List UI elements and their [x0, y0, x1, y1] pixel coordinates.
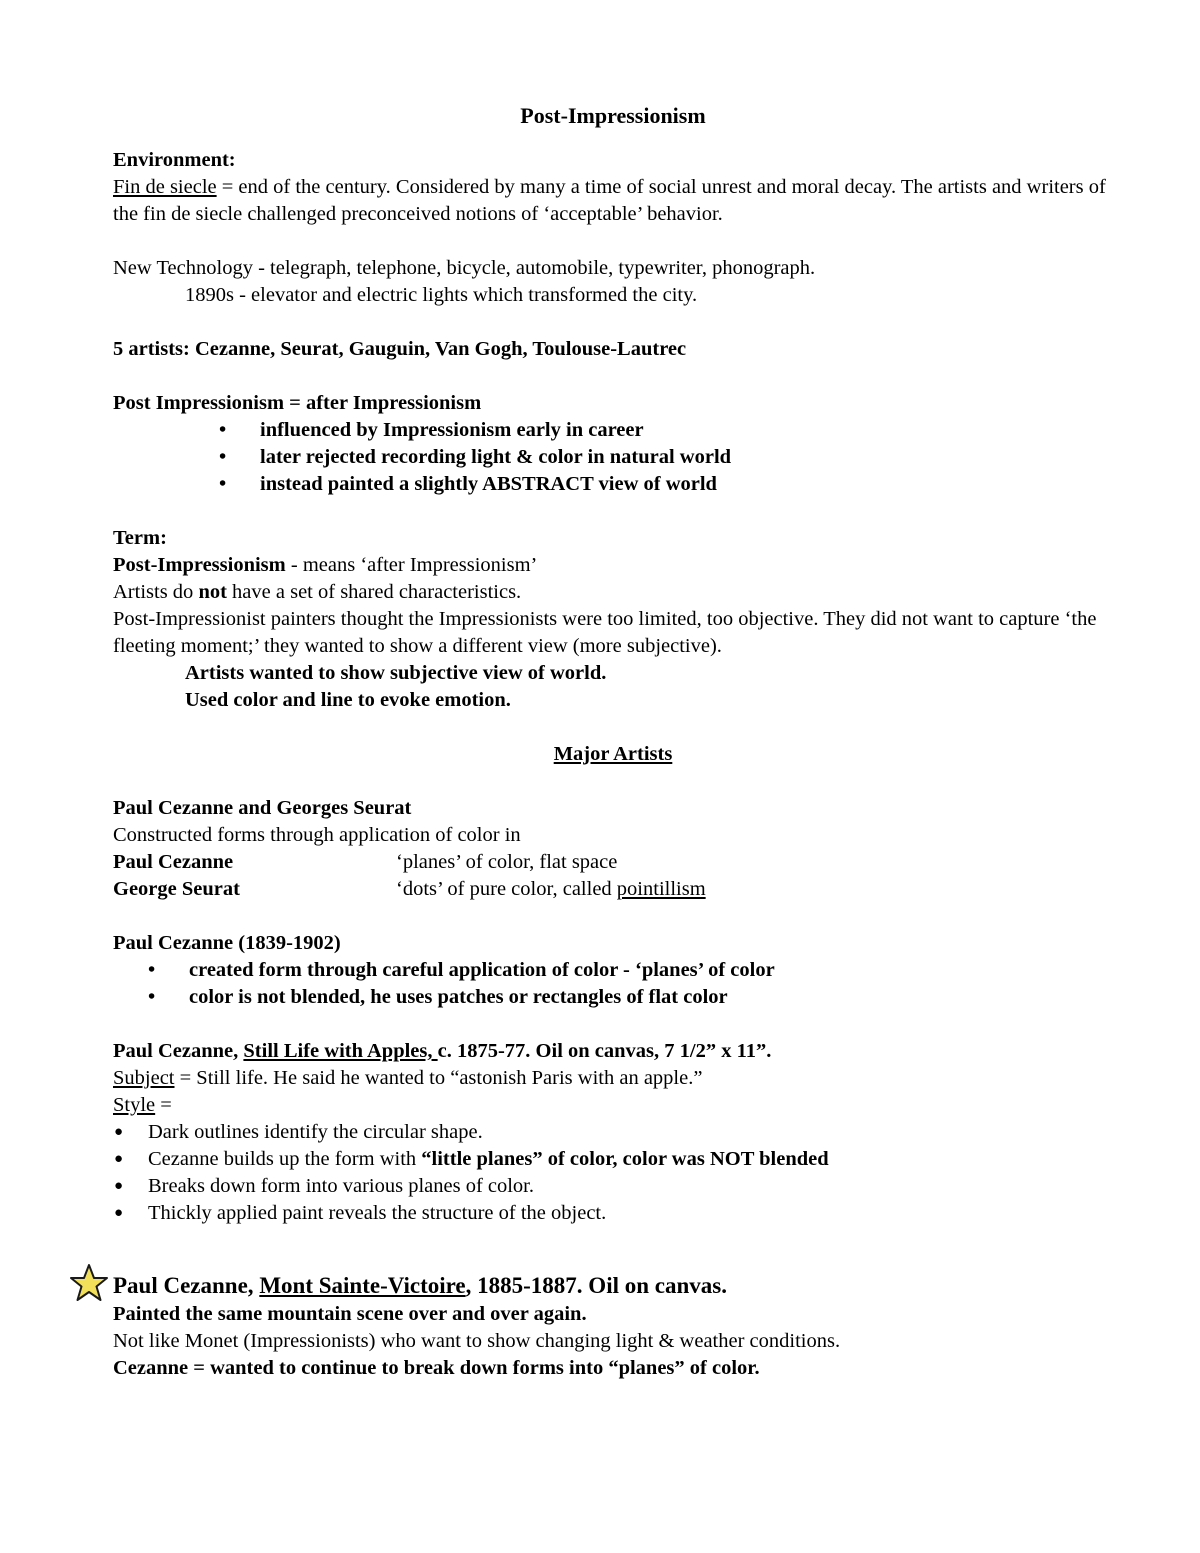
style-text: =	[155, 1094, 172, 1116]
artwork-title: Mont Sainte-Victoire	[259, 1273, 466, 1298]
document-page	[113, 102, 1113, 1382]
post-impressionism-heading: Post Impressionism = after Impressionism	[113, 392, 482, 414]
seurat-name: George Seurat	[113, 878, 240, 900]
list-item	[113, 1146, 1113, 1173]
major-artists-heading: Major Artists	[553, 743, 673, 765]
subject-label: Subject	[113, 1067, 175, 1089]
cezanne-heading: Paul Cezanne (1839-1902)	[113, 932, 341, 954]
post-impressionism-list	[113, 417, 1113, 498]
mont-line-1: Painted the same mountain scene over and over again.	[113, 1303, 587, 1325]
mont-heading	[113, 1271, 1113, 1301]
environment-definition	[113, 174, 1113, 228]
style-line	[113, 1092, 1113, 1119]
text-span: ‘dots’ of pure color, called	[396, 878, 617, 900]
not-emphasis: not	[198, 581, 227, 603]
environment-heading: Environment:	[113, 149, 236, 171]
post-impressionist-painters-text: Post-Impressionist painters thought the Impressionists were too limited, too objective. They did not want to capture ‘the fleeting moment;’ they wanted to show a different view (more subjective).	[113, 608, 1097, 657]
text-span: c. 1875-77. Oil on canvas, 7 1/2” x 11”.	[437, 1040, 772, 1062]
five-artists-line: 5 artists: Cezanne, Seurat, Gauguin, Van Gogh, Toulouse-Lautrec	[113, 338, 687, 360]
mont-sainte-victoire-section	[113, 1271, 1113, 1301]
fin-de-siecle-term: Fin de siecle	[113, 176, 217, 198]
text-span: have a set of shared characteristics.	[226, 581, 522, 603]
mont-line-3: Cezanne = wanted to continue to break down forms into “planes” of color.	[113, 1357, 760, 1379]
term-heading: Term:	[113, 527, 167, 549]
cezanne-seurat-intro: Constructed forms through application of color in	[113, 824, 521, 846]
color-line-emotion-line: Used color and line to evoke emotion.	[185, 689, 511, 711]
seurat-row	[113, 876, 1113, 903]
list-item: • influenced by Impressionism early in career	[113, 417, 1113, 444]
page-title: Post-Impressionism	[520, 103, 706, 128]
cezanne-list	[113, 957, 1113, 1011]
term-meaning: - means ‘after Impressionism’	[285, 554, 538, 576]
technology-1890s-line: 1890s - elevator and electric lights which transformed the city.	[185, 284, 698, 306]
cezanne-seurat-heading: Paul Cezanne and Georges Seurat	[113, 797, 412, 819]
style-list	[113, 1119, 1113, 1227]
cezanne-name: Paul Cezanne	[113, 851, 234, 873]
still-life-heading	[113, 1038, 1113, 1065]
technology-line: New Technology - telegraph, telephone, bicycle, automobile, typewriter, phonograph.	[113, 257, 816, 279]
term-definition	[113, 552, 1113, 579]
mont-line-2: Not like Monet (Impressionists) who want to show changing light & weather conditions.	[113, 1330, 841, 1352]
list-item: • later rejected recording light & color in natural world	[113, 444, 1113, 471]
text-span: Paul Cezanne,	[113, 1273, 260, 1298]
list-item: • created form through careful application of color - ‘planes’ of color	[113, 957, 1113, 984]
text-span: Artists do	[113, 581, 199, 603]
subjective-view-line: Artists wanted to show subjective view of world.	[185, 662, 607, 684]
text-span: , 1885-1887. Oil on canvas.	[465, 1273, 727, 1298]
cezanne-desc: ‘planes’ of color, flat space	[396, 851, 618, 873]
pointillism-term: pointillism	[616, 878, 706, 900]
cezanne-row	[113, 849, 1113, 876]
list-item: • instead painted a slightly ABSTRACT view of world	[113, 471, 1113, 498]
shared-characteristics-line	[113, 579, 1113, 606]
subject-line	[113, 1065, 1113, 1092]
subject-text: = Still life. He said he wanted to “astonish Paris with an apple.”	[174, 1067, 703, 1089]
text-span: Cezanne builds up the form with	[148, 1148, 422, 1170]
artwork-title: Still Life with Apples,	[243, 1040, 438, 1062]
list-item: ● Dark outlines identify the circular shape.	[113, 1119, 1113, 1146]
style-label: Style	[113, 1094, 156, 1116]
star-icon	[69, 1263, 109, 1303]
text-span: Paul Cezanne,	[113, 1040, 244, 1062]
seurat-desc	[396, 876, 706, 903]
list-item: ● Breaks down form into various planes of color.	[113, 1173, 1113, 1200]
term-word: Post-Impressionism	[113, 554, 286, 576]
fin-de-siecle-text: = end of the century. Considered by many a time of social unrest and moral decay. The artists and writers of the fin de siecle challenged preconceived notions of ‘acceptable’ behavior.	[113, 176, 1106, 225]
list-item: ● Thickly applied paint reveals the structure of the object.	[113, 1200, 1113, 1227]
list-item: • color is not blended, he uses patches or rectangles of flat color	[113, 984, 1113, 1011]
emphasis-span: “little planes” of color, color was NOT blended	[421, 1148, 829, 1170]
